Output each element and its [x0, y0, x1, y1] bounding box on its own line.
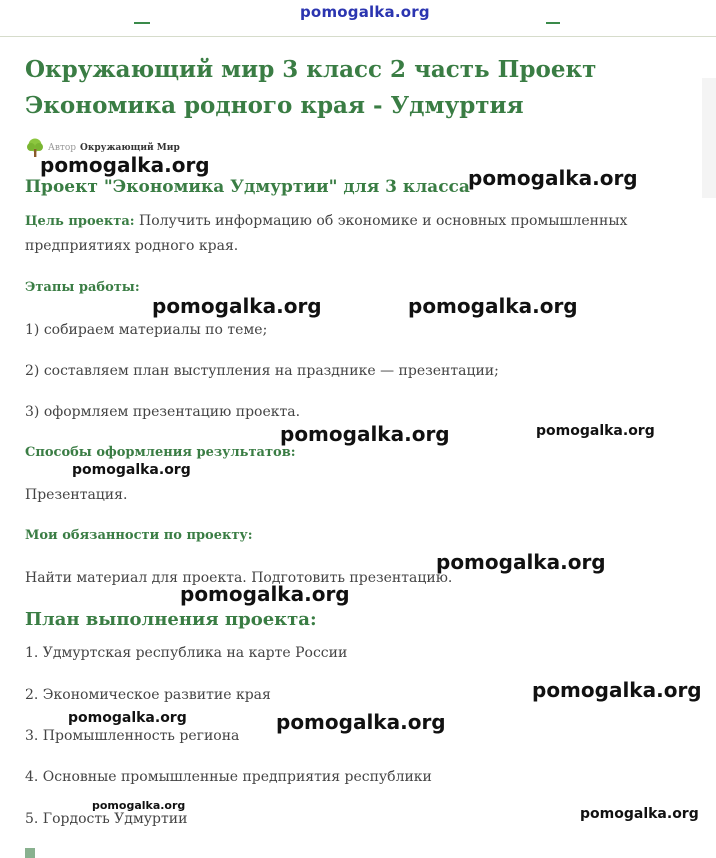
site-logo-text[interactable]: pomogalka.org [300, 3, 430, 21]
plan-heading: План выполнения проекта: [25, 609, 317, 630]
watermark-text: pomogalka.org [436, 550, 606, 574]
stage-item: 3) оформляем презентацию проекта. [25, 404, 301, 420]
watermark-text: pomogalka.org [92, 799, 186, 812]
duties-label: Мои обязанности по проекту: [25, 528, 253, 543]
sidebar-edge [702, 78, 716, 198]
plan-item: 4. Основные промышленные предприятия республики [25, 769, 432, 785]
watermark-text: pomogalka.org [68, 710, 187, 726]
watermark-text: pomogalka.org [280, 422, 450, 446]
plan-item: 2. Экономическое развитие края [25, 687, 271, 703]
goal-text: Получить информацию об экономике и основных промышленных предприятиях родного края. [25, 213, 628, 254]
stages-label: Этапы работы: [25, 280, 140, 295]
watermark-text: pomogalka.org [276, 710, 446, 734]
title-line-1: Окружающий мир 3 класс 2 часть Проект [25, 56, 597, 83]
goal-label: Цель проекта: [25, 214, 135, 229]
project-heading: Проект "Экономика Удмуртии" для 3 класса [25, 177, 470, 197]
plan-item: 3. Промышленность региона [25, 728, 240, 744]
watermark-text: pomogalka.org [180, 582, 350, 606]
author-name[interactable]: Окружающий Мир [80, 143, 180, 153]
watermark-text: pomogalka.org [536, 423, 655, 439]
watermark-text: pomogalka.org [408, 294, 578, 318]
page-title [25, 52, 685, 124]
watermark-text: pomogalka.org [72, 462, 191, 478]
nav-dash [546, 22, 560, 24]
author-label: Автор [48, 143, 77, 153]
nav-dash [134, 22, 150, 24]
next-heading-fragment [25, 848, 39, 858]
top-header-bar [0, 0, 716, 37]
watermark-text: pomogalka.org [532, 678, 702, 702]
title-line-2: Экономика родного края - Удмуртия [25, 92, 524, 119]
watermark-text: pomogalka.org [468, 166, 638, 190]
duties-text: Найти материал для проекта. Подготовить презентацию. [25, 570, 453, 586]
methods-text: Презентация. [25, 487, 128, 503]
watermark-text: pomogalka.org [40, 153, 210, 177]
watermark-text: pomogalka.org [580, 806, 699, 822]
methods-label: Способы оформления результатов: [25, 445, 296, 460]
plan-item: 5. Гордость Удмуртии [25, 811, 188, 827]
stage-item: 2) составляем план выступления на празднике — презентации; [25, 363, 499, 379]
stage-item: 1) собираем материалы по теме; [25, 322, 268, 338]
goal-paragraph [25, 209, 645, 258]
plan-item: 1. Удмуртская республика на карте России [25, 645, 348, 661]
watermark-text: pomogalka.org [152, 294, 322, 318]
